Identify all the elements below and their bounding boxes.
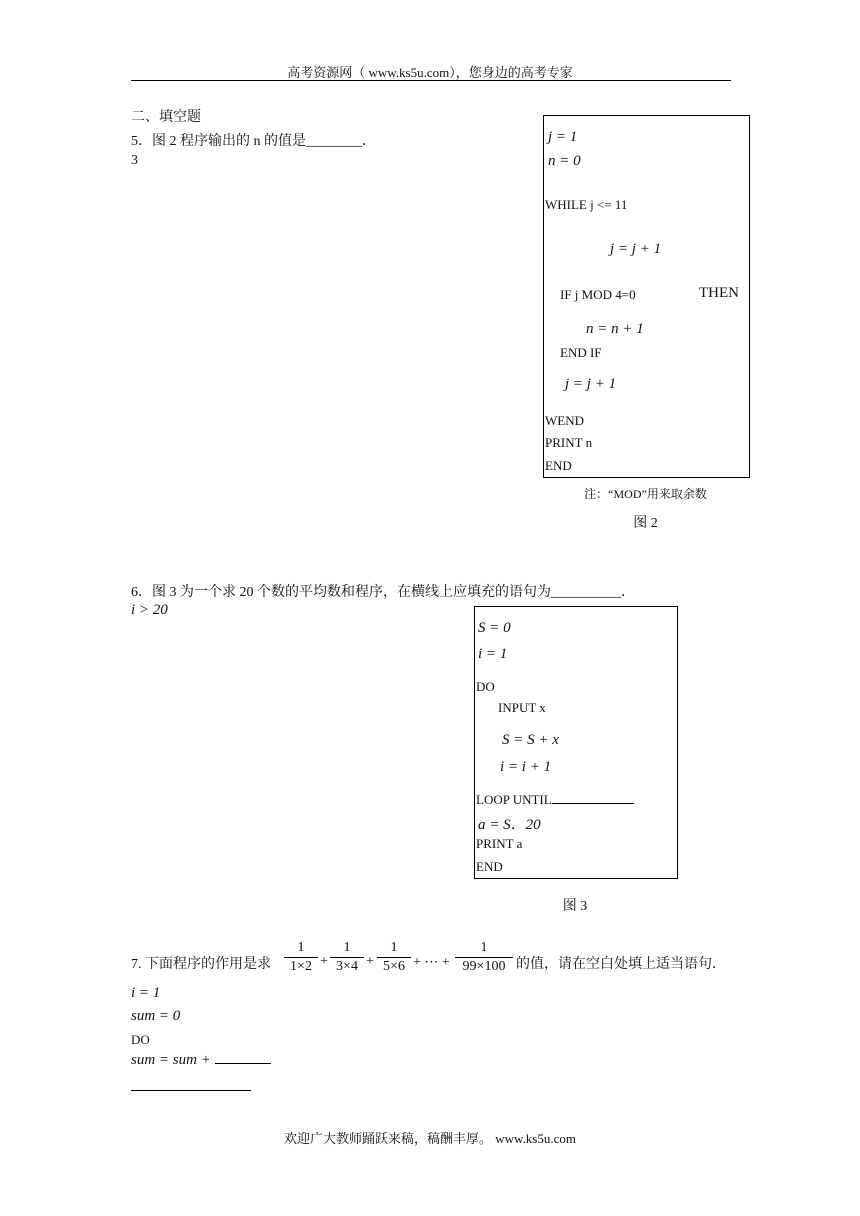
fraction: 1 5×6 [377, 940, 411, 975]
code-line: a = S．20 [478, 817, 541, 833]
fill-blank [215, 1051, 271, 1064]
code-line: WEND [545, 413, 584, 428]
code-line: j = j + 1 [610, 241, 662, 257]
fill-blank-line [131, 1090, 251, 1091]
page-footer: 欢迎广大教师踊跃来稿，稿酬丰厚。 www.ks5u.com [283, 1131, 576, 1146]
header-rule [131, 80, 731, 81]
code-line: i = 1 [478, 646, 508, 662]
code-line: END IF [560, 345, 602, 360]
q7-suffix: 的值，请在空白处填上适当语句． [516, 957, 726, 972]
code-line: sum = 0 [131, 1008, 181, 1024]
sum-statement: sum = sum + [131, 1052, 211, 1068]
code-line: INPUT x [498, 700, 546, 715]
fill-blank [552, 791, 634, 804]
q5-answer: 3 [131, 153, 138, 168]
code-line: j = j + 1 [565, 376, 617, 392]
loop-until-keyword: LOOP UNTIL [476, 792, 552, 807]
code-line: i = 1 [131, 985, 161, 1001]
code-line: END [476, 859, 503, 874]
code-line: DO [131, 1032, 150, 1047]
code-line: DO [476, 679, 495, 694]
code-line [131, 1051, 271, 1069]
q5-question: 5．图 2 程序输出的 n 的值是________． [131, 134, 376, 149]
page-header: 高考资源网（ www.ks5u.com），您身边的高考专家 [287, 65, 573, 80]
code-line: WHILE j <= 11 [545, 197, 628, 212]
fraction: 1 1×2 [284, 940, 318, 975]
fraction: 1 99×100 [455, 940, 513, 975]
figure-3-caption: 图 3 [562, 899, 588, 914]
q6-answer: i > 20 [131, 602, 168, 618]
section-title: 二、填空题 [131, 110, 201, 125]
code-line: IF j MOD 4=0 [560, 287, 636, 302]
figure-2-caption: 图 2 [633, 516, 658, 531]
code-line: S = 0 [478, 620, 511, 636]
plus-sign: + [320, 954, 328, 969]
code-line: i = i + 1 [500, 759, 552, 775]
code-line: PRINT n [545, 435, 593, 450]
code-line: THEN [699, 285, 739, 301]
q7-prefix: 7. 下面程序的作用是求 [131, 957, 271, 972]
plus-ellipsis: + ⋯ + [413, 955, 450, 970]
plus-sign: + [366, 954, 374, 969]
code-line: n = 0 [548, 153, 581, 169]
code-line: n = n + 1 [586, 321, 644, 337]
q6-question: 6．图 3 为一个求 20 个数的平均数和程序，在横线上应填充的语句为__________． [131, 585, 635, 600]
code-line [476, 791, 634, 808]
fraction: 1 3×4 [330, 940, 364, 975]
code-line: PRINT a [476, 836, 523, 851]
code-line: j = 1 [548, 129, 578, 145]
figure-2-note: 注：“MOD”用来取余数 [584, 487, 707, 501]
code-line: END [545, 458, 572, 473]
code-line: S = S + x [502, 732, 559, 748]
